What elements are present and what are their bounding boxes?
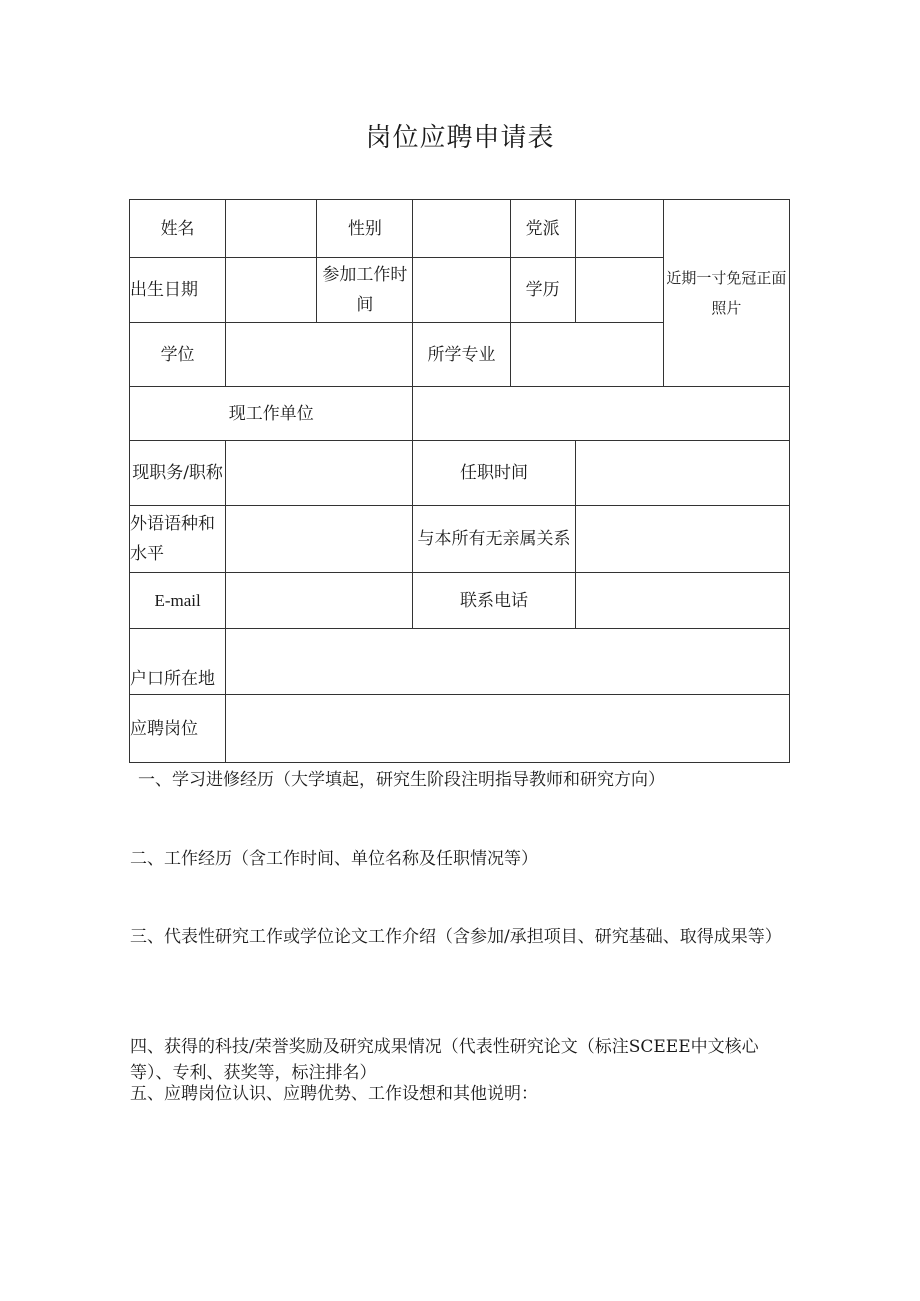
section-awards-achievements: 四、获得的科技/荣誉奖励及研究成果情况（代表性研究论文（标注SCEEE中文核心等）、专利、获奖等，标注排名） — [130, 1037, 759, 1083]
education-field[interactable] — [575, 258, 663, 323]
relatives-label: 与本所有无亲属关系 — [413, 506, 575, 573]
phone-field[interactable] — [575, 573, 789, 629]
section-work-history: 二、工作经历（含工作时间、单位名称及任职情况等） — [130, 849, 538, 869]
major-field[interactable] — [510, 323, 663, 387]
degree-label: 学位 — [130, 323, 226, 387]
name-label: 姓名 — [130, 200, 226, 258]
email-field[interactable] — [226, 573, 413, 629]
name-field[interactable] — [226, 200, 317, 258]
email-label: E-mail — [130, 573, 226, 629]
page-title: 岗位应聘申请表 — [365, 123, 555, 153]
work-start-field[interactable] — [413, 258, 510, 323]
major-label: 所学专业 — [413, 323, 510, 387]
hukou-label: 户口所在地 — [130, 629, 226, 695]
applied-position-field[interactable] — [226, 695, 790, 763]
application-form-table — [129, 199, 790, 763]
tenure-field[interactable] — [575, 441, 789, 506]
position-title-label: 现职务/职称 — [130, 441, 226, 506]
party-label: 党派 — [510, 200, 575, 258]
section-research-work: 三、代表性研究工作或学位论文工作介绍（含参加/承担项目、研究基础、取得成果等） — [130, 927, 782, 947]
degree-field[interactable] — [226, 323, 413, 387]
photo-placeholder[interactable]: 近期一寸免冠正面照片 — [663, 200, 789, 387]
party-field[interactable] — [575, 200, 663, 258]
gender-label: 性别 — [317, 200, 413, 258]
applied-position-label: 应聘岗位 — [130, 695, 226, 763]
section-personal-statement: 五、应聘岗位认识、应聘优势、工作设想和其他说明： — [130, 1084, 538, 1104]
relatives-field[interactable] — [575, 506, 789, 573]
employer-field[interactable] — [413, 387, 790, 441]
position-title-field[interactable] — [226, 441, 413, 506]
work-start-label: 参加工作时间 — [317, 258, 413, 323]
phone-label: 联系电话 — [413, 573, 575, 629]
education-label: 学历 — [510, 258, 575, 323]
hukou-field[interactable] — [226, 629, 790, 695]
tenure-label: 任职时间 — [413, 441, 575, 506]
gender-field[interactable] — [413, 200, 510, 258]
birth-date-field[interactable] — [226, 258, 317, 323]
language-field[interactable] — [226, 506, 413, 573]
language-label: 外语语种和水平 — [130, 506, 226, 573]
section-study-history: 一、学习进修经历（大学填起，研究生阶段注明指导教师和研究方向） — [138, 770, 665, 790]
birth-date-label: 出生日期 — [130, 258, 226, 323]
employer-label: 现工作单位 — [130, 387, 413, 441]
